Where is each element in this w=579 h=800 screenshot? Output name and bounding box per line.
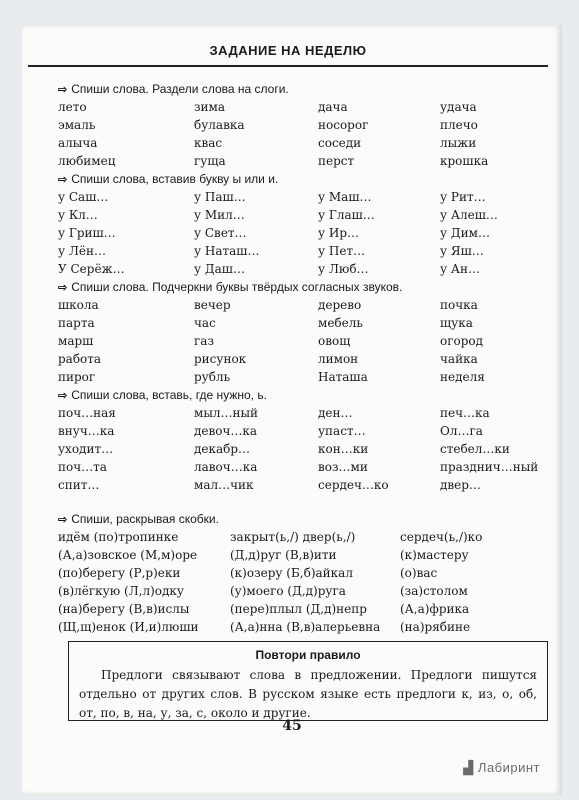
phrase-cell: (о)вас	[400, 566, 438, 580]
word-cell: у Рит…	[440, 190, 486, 204]
phrase-cell: закрыт(ь,/) двер(ь,/)	[230, 530, 356, 544]
phrase-cell: (по)берегу (Р,р)еки	[58, 566, 181, 580]
phrase-cell: (на)рябине	[400, 620, 471, 634]
phrase-cell: (в)лёгкую (Л,л)одку	[58, 584, 184, 598]
exercise-instruction: ⇨ Спиши слова. Раздели слова на слоги.	[58, 82, 289, 96]
phrase-cell: сердеч(ь,/)ко	[400, 530, 483, 544]
word-cell: эмаль	[58, 118, 96, 132]
word-cell: почка	[440, 298, 478, 312]
word-cell: у Саш…	[58, 190, 109, 204]
word-cell: у Даш…	[194, 262, 245, 276]
word-cell: декабр…	[194, 442, 251, 456]
word-cell: печ…ка	[440, 406, 490, 420]
word-cell: марш	[58, 334, 94, 348]
word-cell: дерево	[318, 298, 362, 312]
word-grid	[58, 188, 558, 278]
exercise-4	[58, 386, 558, 494]
word-cell: У Серёж…	[58, 262, 125, 276]
phrase-cell: (на)берегу (В,в)ислы	[58, 602, 190, 616]
word-cell: плечо	[440, 118, 478, 132]
word-cell: у Свет…	[194, 226, 247, 240]
word-cell: ден…	[318, 406, 353, 420]
word-cell: зима	[194, 100, 226, 114]
exercise-3	[58, 278, 558, 386]
word-cell: булавка	[194, 118, 245, 132]
exercise-instruction: ⇨ Спиши слова. Подчеркни буквы твёрдых согласных звуков.	[58, 280, 403, 294]
phrase-cell: (у)моего (Д,д)руга	[230, 584, 346, 598]
word-cell: у Люб…	[318, 262, 369, 276]
word-cell: чайка	[440, 352, 478, 366]
word-cell: квас	[194, 136, 223, 150]
phrase-cell: (за)столом	[400, 584, 468, 598]
word-cell: мал…чик	[194, 478, 254, 492]
word-cell: крошка	[440, 154, 489, 168]
word-cell: у Ир…	[318, 226, 360, 240]
phrase-cell: (Щ,щ)енок (И,и)люши	[58, 620, 199, 634]
phrase-cell: (пере)плыл (Д,д)непр	[230, 602, 367, 616]
word-cell: работа	[58, 352, 102, 366]
workbook-page	[22, 25, 562, 795]
word-cell: у Лён…	[58, 244, 106, 258]
word-cell: рисунок	[194, 352, 247, 366]
word-cell: у Кл…	[58, 208, 98, 222]
word-cell: поч…та	[58, 460, 107, 474]
word-grid	[58, 296, 558, 386]
word-cell: Ол…га	[440, 424, 483, 438]
word-cell: у Маш…	[318, 190, 372, 204]
word-cell: рубль	[194, 370, 231, 384]
word-cell: школа	[58, 298, 99, 312]
word-cell: воз…ми	[318, 460, 368, 474]
word-cell: у Мил…	[194, 208, 245, 222]
word-cell: сердеч…ко	[318, 478, 389, 492]
phrase-grid	[58, 528, 558, 636]
exercise-2	[58, 170, 558, 278]
word-cell: овощ	[318, 334, 351, 348]
pencil-arrow-icon: ⇨	[58, 390, 68, 402]
page-title: ЗАДАНИЕ НА НЕДЕЛЮ	[209, 43, 367, 58]
pencil-arrow-icon: ⇨	[58, 514, 68, 526]
exercise-1	[58, 80, 558, 170]
phrase-cell: (А,а)нна (В,в)алерьевна	[230, 620, 381, 634]
word-cell: празднич…ный	[440, 460, 539, 474]
rule-text: Предлоги связывают слова в предложении. Предлоги пишутся отдельно от других слов. В русском языке есть предлоги к, из, о, об, от, по, в, на, у, за, с, около и другие.	[79, 668, 537, 720]
word-cell: любимец	[58, 154, 116, 168]
pencil-arrow-icon: ⇨	[58, 282, 68, 294]
exercise-instruction: ⇨ Спиши слова, вставив букву ы или и.	[58, 172, 279, 186]
word-cell: у Гриш…	[58, 226, 116, 240]
word-cell: у Пет…	[318, 244, 366, 258]
word-cell: перст	[318, 154, 355, 168]
phrase-cell: (А,а)фрика	[400, 602, 470, 616]
exercise-5	[58, 510, 558, 636]
word-cell: носорог	[318, 118, 369, 132]
header-divider	[28, 65, 548, 67]
word-cell: щука	[440, 316, 473, 330]
pencil-arrow-icon: ⇨	[58, 84, 68, 96]
word-cell: соседи	[318, 136, 362, 150]
word-cell: огород	[440, 334, 484, 348]
word-cell: уходит…	[58, 442, 114, 456]
publisher-logo: ▟ Лабиринт	[463, 760, 540, 775]
word-cell: вечер	[194, 298, 231, 312]
phrase-cell: (к)озеру (Б,б)айкал	[230, 566, 353, 580]
word-cell: у Дим…	[440, 226, 490, 240]
word-cell: спит…	[58, 478, 100, 492]
rule-box	[68, 641, 548, 721]
word-cell: упаст…	[318, 424, 366, 438]
word-cell: кон…ки	[318, 442, 369, 456]
phrase-cell: (к)мастеру	[400, 548, 469, 562]
word-cell: стебел…ки	[440, 442, 510, 456]
word-cell: неделя	[440, 370, 485, 384]
page-number: 45	[282, 718, 302, 734]
word-cell: лето	[58, 100, 87, 114]
word-cell: у Ан…	[440, 262, 480, 276]
word-cell: Наташа	[318, 370, 368, 384]
word-grid	[58, 98, 558, 170]
word-cell: пирог	[58, 370, 96, 384]
word-grid	[58, 404, 558, 494]
word-cell: удача	[440, 100, 477, 114]
word-cell: у Наташ…	[194, 244, 260, 258]
word-cell: у Яш…	[440, 244, 484, 258]
exercise-instruction: ⇨ Спиши слова, вставь, где нужно, ь.	[58, 388, 267, 402]
word-cell: мебель	[318, 316, 363, 330]
word-cell: двер…	[440, 478, 481, 492]
word-cell: алыча	[58, 136, 98, 150]
word-cell: девоч…ка	[194, 424, 258, 438]
word-cell: газ	[194, 334, 214, 348]
exercise-instruction: ⇨ Спиши, раскрывая скобки.	[58, 512, 219, 526]
word-cell: час	[194, 316, 216, 330]
word-cell: у Паш…	[194, 190, 246, 204]
word-cell: лимон	[318, 352, 359, 366]
word-cell: лыжи	[440, 136, 477, 150]
word-cell: лавоч…ка	[194, 460, 258, 474]
phrase-cell: (Д,д)руг (В,в)ити	[230, 548, 337, 562]
phrase-cell: идём (по)тропинке	[58, 530, 179, 544]
phrase-cell: (А,а)зовское (М,м)оре	[58, 548, 198, 562]
pencil-arrow-icon: ⇨	[58, 174, 68, 186]
labyrinth-icon: ▟	[463, 760, 474, 775]
word-cell: внуч…ка	[58, 424, 115, 438]
word-cell: поч…ная	[58, 406, 116, 420]
rule-title: Повтори правило	[255, 648, 361, 662]
word-cell: мыл…ный	[194, 406, 259, 420]
word-cell: у Алеш…	[440, 208, 498, 222]
word-cell: парта	[58, 316, 95, 330]
word-cell: гуща	[194, 154, 226, 168]
word-cell: у Глаш…	[318, 208, 375, 222]
word-cell: дача	[318, 100, 348, 114]
